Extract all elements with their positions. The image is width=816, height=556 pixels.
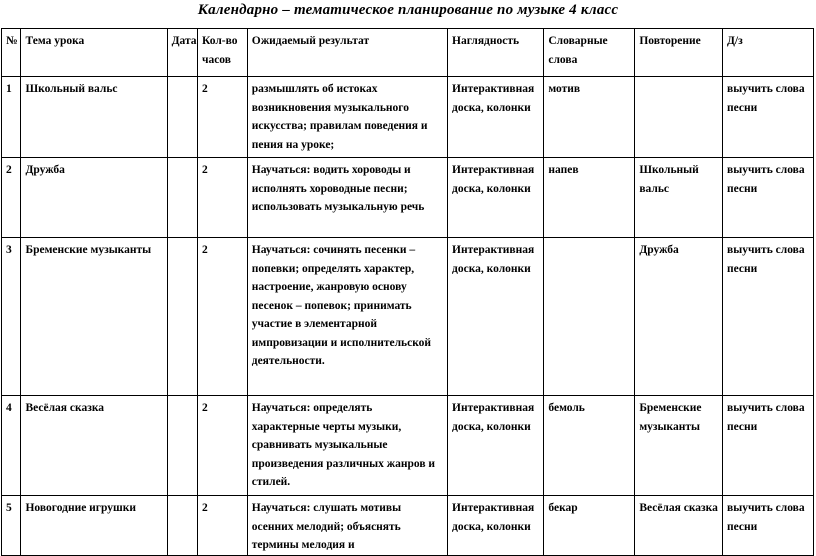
header-homework: Д/з: [723, 29, 814, 77]
row-num: 4: [2, 396, 21, 496]
row-hours: 2: [197, 396, 247, 496]
row-repeat: [635, 77, 723, 158]
table-header-row: [2, 29, 814, 77]
row-topic: Весёлая сказка: [21, 396, 167, 496]
row-result: Научаться: сочинять песенки – попевки; определять характер, настроение, жанровую основу песенок – попевок; принимать участие в элементарной импровизации и исполнительской деятельности.: [247, 238, 447, 396]
row-date: [167, 158, 197, 238]
row-repeat: Весёлая сказка: [635, 496, 723, 556]
row-num: 1: [2, 77, 21, 158]
header-topic: Тема урока: [21, 29, 167, 77]
header-result: Ожидаемый результат: [247, 29, 447, 77]
lesson-plan-table: [1, 28, 814, 556]
row-repeat: Бременские музыканты: [635, 396, 723, 496]
row-result: размышлять об истоках возникновения музыкального искусства; правилам поведения и пения на уроке;: [247, 77, 447, 158]
row-homework: выучить слова песни: [723, 238, 814, 396]
row-vocab: [544, 238, 635, 396]
table-row: [2, 77, 814, 158]
row-homework: выучить слова песни: [723, 396, 814, 496]
row-topic: Бременские музыканты: [21, 238, 167, 396]
row-date: [167, 496, 197, 556]
row-visual: Интерактивная доска, колонки: [448, 158, 544, 238]
row-hours: 2: [197, 158, 247, 238]
row-hours: 2: [197, 238, 247, 396]
row-homework: выучить слова песни: [723, 496, 814, 556]
row-repeat: Школьный вальс: [635, 158, 723, 238]
table-row: [2, 158, 814, 238]
row-visual: Интерактивная доска, колонки: [448, 77, 544, 158]
header-date: Дата: [167, 29, 197, 77]
header-vocab: Словарные слова: [544, 29, 635, 77]
table-row: [2, 496, 814, 556]
row-result: Научаться: определять характерные черты музыки, сравнивать музыкальные произведения различных жанров и стилей.: [247, 396, 447, 496]
row-result: Научаться: водить хороводы и исполнять хороводные песни; использовать музыкальную речь: [247, 158, 447, 238]
table-row: [2, 396, 814, 496]
row-visual: Интерактивная доска, колонки: [448, 396, 544, 496]
row-hours: 2: [197, 496, 247, 556]
row-visual: Интерактивная доска, колонки: [448, 496, 544, 556]
row-date: [167, 77, 197, 158]
row-topic: Дружба: [21, 158, 167, 238]
header-repeat: Повторение: [635, 29, 723, 77]
row-vocab: бекар: [544, 496, 635, 556]
row-num: 3: [2, 238, 21, 396]
row-vocab: напев: [544, 158, 635, 238]
header-visual: Наглядность: [448, 29, 544, 77]
row-num: 5: [2, 496, 21, 556]
row-visual: Интерактивная доска, колонки: [448, 238, 544, 396]
row-result: Научаться: слушать мотивы осенних мелодий; объяснять термины мелодия и: [247, 496, 447, 556]
row-vocab: бемоль: [544, 396, 635, 496]
row-topic: Новогодние игрушки: [21, 496, 167, 556]
row-homework: выучить слова песни: [723, 158, 814, 238]
row-hours: 2: [197, 77, 247, 158]
row-date: [167, 396, 197, 496]
row-vocab: мотив: [544, 77, 635, 158]
row-num: 2: [2, 158, 21, 238]
row-topic: Школьный вальс: [21, 77, 167, 158]
document-title: Календарно – тематическое планирование по музыке 4 класс: [197, 2, 619, 18]
header-hours: Кол-во часов: [197, 29, 247, 77]
row-repeat: Дружба: [635, 238, 723, 396]
row-homework: выучить слова песни: [723, 77, 814, 158]
header-num: №: [2, 29, 21, 77]
row-date: [167, 238, 197, 396]
table-row: [2, 238, 814, 396]
